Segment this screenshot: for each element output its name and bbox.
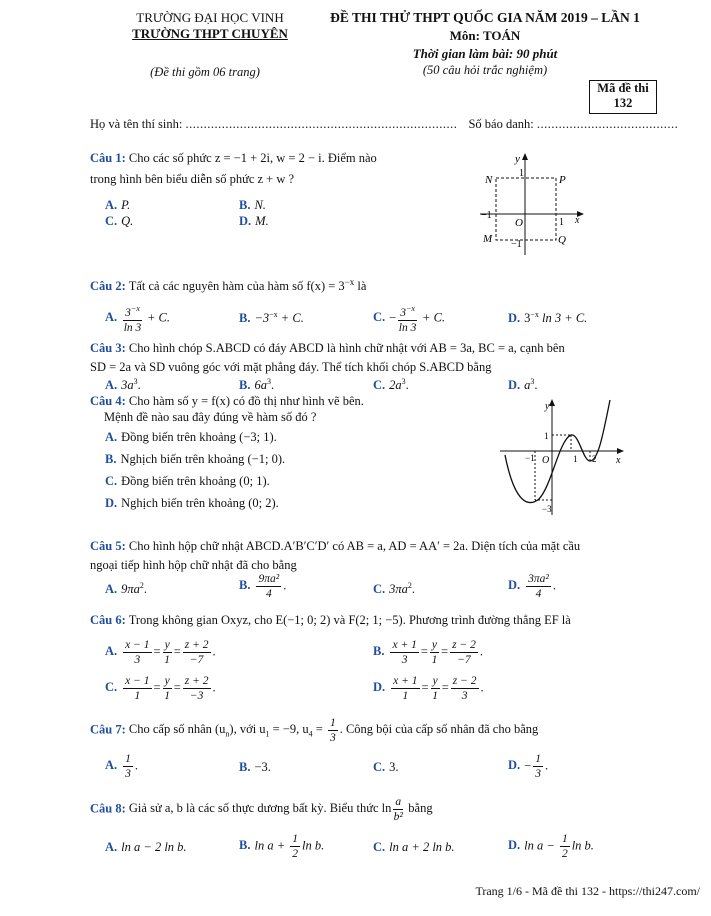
q1-axis-y: y bbox=[515, 153, 520, 165]
q3-options bbox=[105, 377, 675, 393]
q1-label: Câu 1: bbox=[90, 151, 126, 165]
q4-axis-x: x bbox=[616, 455, 621, 466]
school-line1: TRƯỜNG ĐẠI HỌC VINH bbox=[136, 10, 284, 25]
questions-note: (50 câu hỏi trắc nghiệm) bbox=[422, 63, 548, 77]
question-3 bbox=[90, 339, 656, 377]
q1-text2: trong hình bên biểu diễn số phức z + w ? bbox=[90, 172, 295, 186]
q1-tick-1x: 1 bbox=[559, 217, 564, 228]
q4-tick-2x: 2 bbox=[592, 454, 597, 464]
q1-axis-x: x bbox=[575, 215, 580, 226]
q6-label: Câu 6: bbox=[90, 613, 126, 627]
school-line2: TRƯỜNG THPT CHUYÊN bbox=[132, 26, 288, 41]
q5-label: Câu 5: bbox=[90, 539, 126, 553]
q3-label: Câu 3: bbox=[90, 341, 126, 355]
q1-tick-1: 1 bbox=[519, 168, 524, 179]
q3-option-b[interactable]: B. $6a^3$. bbox=[239, 377, 275, 393]
q5-text2: ngoại tiếp hình hộp chữ nhật đã cho bằng bbox=[90, 558, 297, 572]
q6-option-a[interactable]: A. $\frac{x - 1}{3}$ = $\frac{y}{1}$ = $\frac{z + 2}{-7}$ . bbox=[105, 639, 216, 666]
q2-label: Câu 2: bbox=[90, 279, 126, 294]
exam-code-box bbox=[589, 80, 657, 114]
q3-option-d[interactable]: D. $a^3$. bbox=[508, 377, 538, 393]
q1-tick-m1: −1 bbox=[511, 239, 522, 250]
question-8 bbox=[90, 795, 660, 824]
q4-option-a[interactable]: A. Đồng biến trên khoảng (−3; 1). bbox=[105, 430, 277, 444]
exam-code-value: 132 bbox=[613, 96, 633, 110]
question-6 bbox=[90, 613, 660, 628]
q1-option-b[interactable]: B. N. bbox=[239, 198, 266, 212]
q7-option-a[interactable]: A. $\frac{1}{3}$ . bbox=[105, 753, 139, 780]
q1-tick-m1x: −1 bbox=[481, 210, 492, 221]
q4-options bbox=[105, 426, 405, 514]
q1-option-c[interactable]: C. Q. bbox=[105, 214, 134, 228]
q5-option-d[interactable]: D. $\frac{\text{3πa²}}{4}$ . bbox=[508, 573, 556, 600]
exam-time: Thời gian làm bài: 90 phút bbox=[412, 46, 558, 61]
q2-option-a[interactable]: A. $\frac{3^{-x}}{\ln 3}$ + C. bbox=[105, 304, 171, 334]
q4-tick-m1: −1 bbox=[525, 453, 535, 463]
q4-label: Câu 4: bbox=[90, 394, 126, 408]
q4-origin: O bbox=[542, 455, 550, 466]
q5-option-a[interactable]: A. $9\pi a^2$. bbox=[105, 581, 148, 597]
q2-options bbox=[105, 302, 675, 338]
q8-option-d[interactable]: D. ln a − $\frac{1}{2}$ ln b. bbox=[508, 833, 594, 860]
q6-text: Trong không gian Oxyz, cho E(−1; 0; 2) và F(2; 1; −5). Phương trình đường thẳng EF là bbox=[128, 613, 571, 627]
q7-option-b[interactable]: B. −3. bbox=[239, 760, 271, 774]
q8-text: Giả sử a, b là các số thực dương bất kỳ. Biểu thức ln $\frac{a}{\text{b²}}$ bằng bbox=[128, 796, 433, 823]
question-5 bbox=[90, 537, 656, 575]
q2-option-d[interactable]: D. $3^{-x}$ ln 3 + C. bbox=[508, 310, 588, 326]
exam-code-label: Mã đề thi bbox=[597, 81, 649, 95]
q4-text2: Mệnh đề nào sau đây đúng về hàm số đó ? bbox=[104, 410, 317, 424]
q1-text1: Cho các số phức z = −1 + 2i, w = 2 − i. Điểm nào bbox=[128, 151, 377, 165]
q3-option-c[interactable]: C. $2a^3$. bbox=[373, 377, 409, 393]
id-label: Số báo danh: bbox=[468, 117, 537, 131]
q3-text1: Cho hình chóp S.ABCD có đáy ABCD là hình chữ nhật với AB = 3a, BC = a, cạnh bên bbox=[128, 341, 565, 355]
q1-graph bbox=[475, 150, 590, 258]
student-info bbox=[90, 117, 679, 132]
q7-options bbox=[105, 752, 675, 786]
q4-tick-1x: 1 bbox=[573, 454, 578, 464]
q4-graph bbox=[497, 395, 627, 520]
q6-option-d[interactable]: D. $\frac{x + 1}{1}$ = $\frac{y}{1}$ = $\frac{z - 2}{3}$ . bbox=[373, 675, 484, 702]
q1-point-n: N bbox=[485, 174, 493, 186]
q5-options bbox=[105, 572, 675, 608]
q6-options bbox=[105, 638, 675, 710]
q6-option-b[interactable]: B. $\frac{x + 1}{3}$ = $\frac{y}{1}$ = $\frac{z - 2}{-7}$ . bbox=[373, 639, 483, 666]
q5-option-c[interactable]: C. $3\pi a^2$. bbox=[373, 581, 416, 597]
exam-subject: Môn: TOÁN bbox=[449, 28, 521, 43]
page-footer: Trang 1/6 - Mã đề thi 132 - https://thi247.com/ bbox=[475, 884, 700, 898]
q7-option-c[interactable]: C. 3. bbox=[373, 760, 399, 774]
q4-option-b[interactable]: B. Nghịch biến trên khoảng (−1; 0). bbox=[105, 452, 286, 466]
q1-point-p: P bbox=[559, 174, 566, 186]
q3-option-a[interactable]: A. $3a^3$. bbox=[105, 377, 141, 393]
question-7 bbox=[90, 716, 660, 745]
q8-label: Câu 8: bbox=[90, 801, 126, 816]
q4-text1: Cho hàm số y = f(x) có đồ thị như hình vẽ bên. bbox=[128, 394, 364, 408]
q1-point-m: M bbox=[483, 233, 493, 245]
question-1 bbox=[90, 148, 420, 190]
q4-axis-y: y bbox=[545, 401, 550, 412]
q8-option-a[interactable]: A. ln a − 2 ln b. bbox=[105, 840, 187, 854]
exam-header bbox=[290, 10, 680, 78]
q7-option-d[interactable]: D. − $\frac{1}{3}$ . bbox=[508, 753, 549, 780]
q8-options bbox=[105, 832, 675, 866]
pages-note: (Đề thi gồm 06 trang) bbox=[150, 65, 260, 79]
q1-origin: O bbox=[515, 217, 523, 229]
q8-option-b[interactable]: B. ln a + $\frac{1}{2}$ ln b. bbox=[239, 833, 325, 860]
q5-text1: Cho hình hộp chữ nhật ABCD.A′B′C′D′ có AB = a, AD = AA′ = 2a. Diện tích của mặt cầu bbox=[128, 539, 581, 553]
q4-tick-1y: 1 bbox=[544, 431, 549, 441]
id-field[interactable]: ....................................... bbox=[536, 117, 679, 131]
q7-label: Câu 7: bbox=[90, 722, 126, 737]
q8-option-c[interactable]: C. ln a + 2 ln b. bbox=[373, 840, 455, 854]
name-label: Họ và tên thí sinh: bbox=[90, 117, 186, 131]
q6-option-c[interactable]: C. $\frac{x - 1}{1}$ = $\frac{y}{1}$ = $\frac{z + 2}{-3}$ . bbox=[105, 675, 216, 702]
question-4 bbox=[90, 393, 420, 425]
q4-tick-m3: −3 bbox=[542, 504, 552, 514]
question-2 bbox=[90, 277, 660, 294]
q3-text2: SD = 2a và SD vuông góc với mặt phẳng đáy. Thể tích khối chóp S.ABCD bằng bbox=[90, 360, 492, 374]
q7-text: Cho cấp số nhân $(u_n)$, với $u_1 = -9$, $u_4$ = $\frac{1}{3}$ . Công bội của cấp số nhân đã cho bằng bbox=[128, 717, 539, 744]
q1-option-d[interactable]: D. M. bbox=[239, 214, 269, 228]
q2-option-c[interactable]: C. − $\frac{3^{-x}}{\ln 3}$ + C. bbox=[373, 304, 446, 334]
q4-option-c[interactable]: C. Đồng biến trên khoảng (0; 1). bbox=[105, 474, 270, 488]
q2-option-b[interactable]: B. $-3^{-x} + C$. bbox=[239, 310, 304, 326]
q2-text: Tất cả các nguyên hàm của hàm số $f(x) = 3^{-x}$ là bbox=[128, 277, 367, 294]
q4-option-d[interactable]: D. Nghịch biến trên khoảng (0; 2). bbox=[105, 496, 279, 510]
q1-point-q: Q bbox=[558, 234, 566, 246]
name-field[interactable]: ........................................................................... bbox=[185, 117, 458, 131]
q5-option-b[interactable]: B. $\frac{\text{9πa²}}{4}$ . bbox=[239, 573, 287, 600]
q1-option-a[interactable]: A. P. bbox=[105, 198, 131, 212]
exam-title: ĐỀ THI THỬ THPT QUỐC GIA NĂM 2019 – LẦN 1 bbox=[330, 10, 640, 25]
